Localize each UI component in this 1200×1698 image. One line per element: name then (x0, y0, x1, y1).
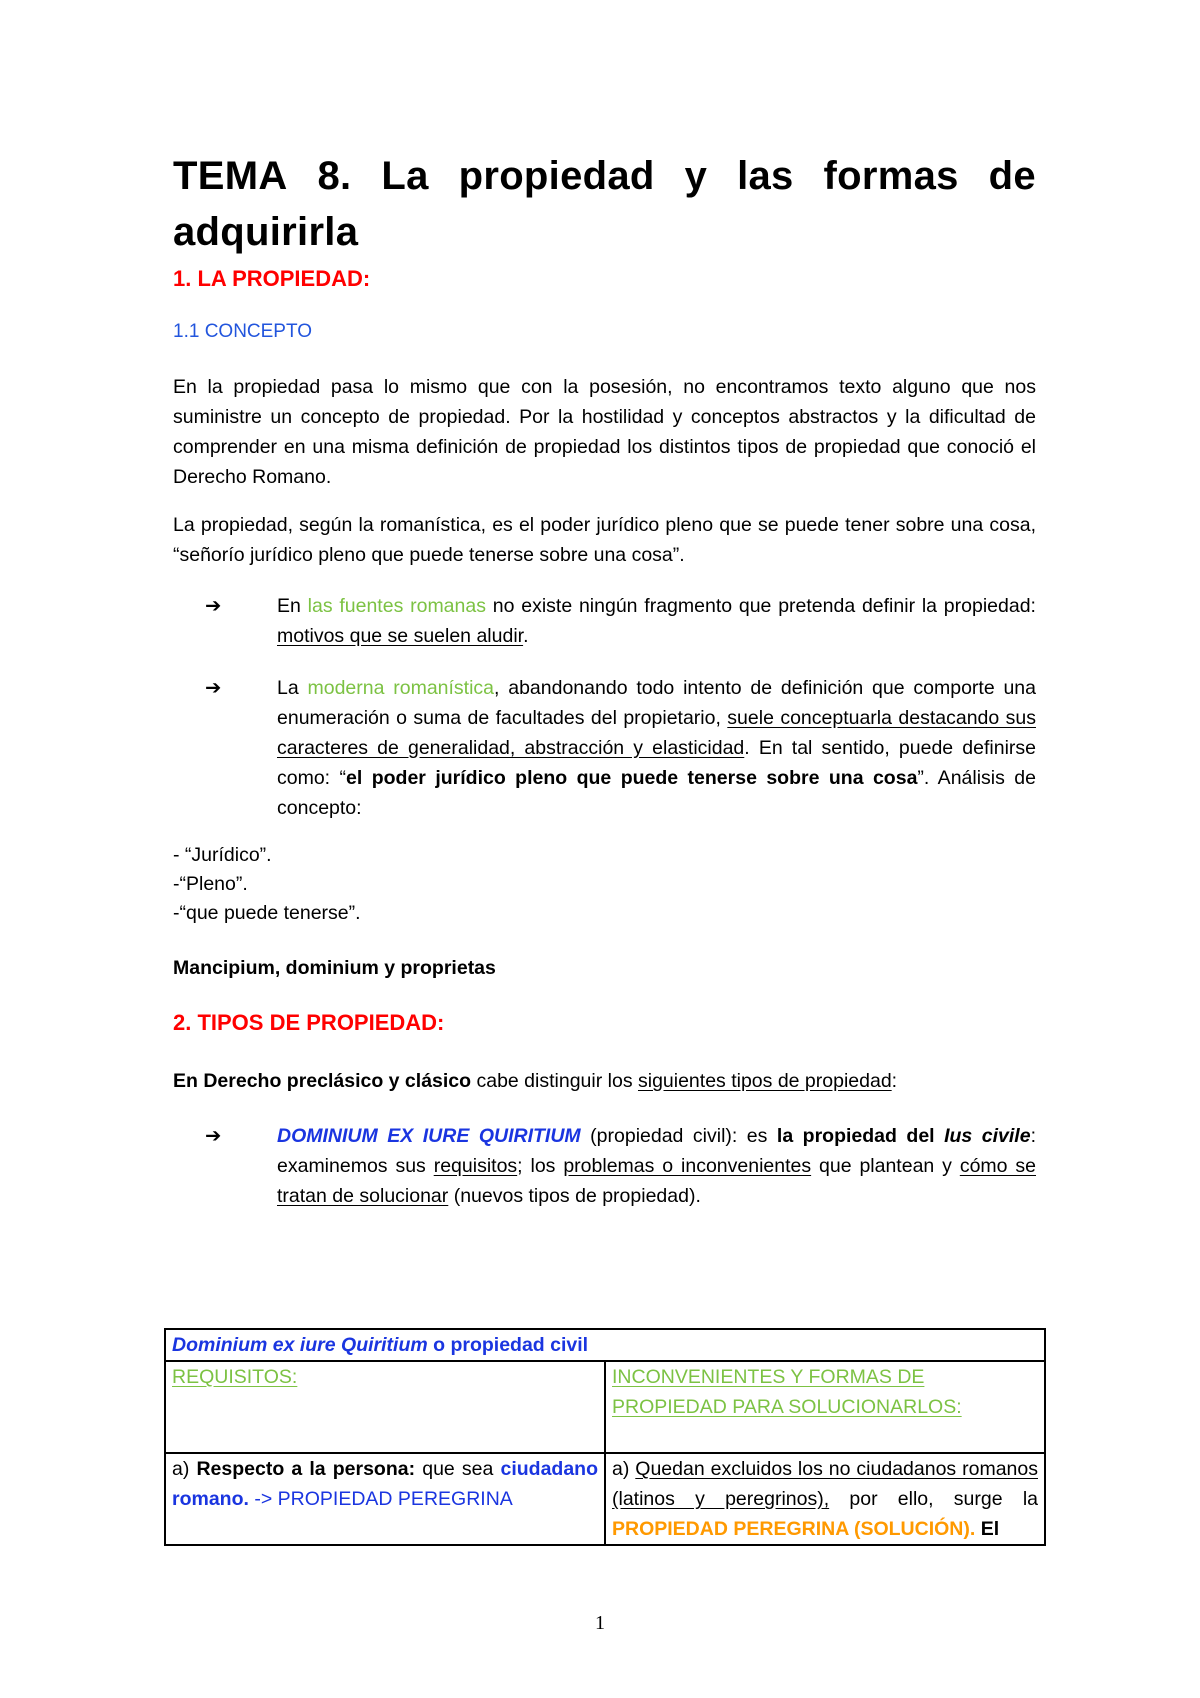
dominium-table (164, 1328, 1046, 1546)
bullet-fuentes-romanas (205, 591, 1036, 651)
highlight-blue: DOMINIUM EX IURE QUIRITIUM (277, 1125, 581, 1147)
bullet-text: En las fuentes romanas no existe ningún fragmento que pretenda definir la propiedad: motivos que se suelen aludir. (277, 595, 1036, 647)
cell-inconveniente-a: a) Quedan excluidos los no ciudadanos romanos (latinos y peregrinos), por ello, surge la PROPIEDAD PEREGRINA (SOLUCIÓN). El (605, 1453, 1045, 1545)
column-header-requisitos: REQUISITOS: (165, 1361, 605, 1453)
title-word: las (737, 154, 794, 198)
page-title (173, 148, 1036, 260)
bold-definition: el poder jurídico pleno que puede tenerse sobre una cosa (346, 767, 918, 789)
page-number: 1 (595, 1612, 605, 1634)
column-header-inconvenientes: INCONVENIENTES Y FORMAS DE PROPIEDAD PARA SOLUCIONARLOS: (605, 1361, 1045, 1453)
section-2-heading: 2. TIPOS DE PROPIEDAD: (173, 1010, 445, 1035)
title-word: 8. (317, 154, 352, 198)
underlined-text: suele conceptuarla destacando sus caracteres de generalidad, abstracción y elasticidad (277, 707, 1036, 759)
title-word: de (988, 154, 1036, 198)
page-content (172, 148, 1038, 1540)
paragraph-2: La propiedad, según la romanística, es el poder jurídico pleno que se puede tener sobre una cosa, “señorío jurídico pleno que puede tenerse sobre una cosa”. (173, 514, 1036, 566)
arrow-right-icon: ➔ (205, 1125, 222, 1147)
arrow-right-icon: ➔ (205, 677, 222, 699)
title-word: y (684, 154, 708, 198)
mancipium-heading: Mancipium, dominium y proprietas (173, 957, 496, 979)
dash-item-3: -“que puede tenerse”. (173, 902, 361, 924)
highlight-green: las fuentes romanas (307, 595, 486, 617)
title-word: propiedad (458, 154, 655, 198)
title-word: TEMA (173, 154, 288, 198)
table-header: Dominium ex iure Quiritium o propiedad civil (165, 1329, 1045, 1361)
section-1-1-subheading: 1.1 CONCEPTO (173, 321, 313, 342)
title-line-1 (173, 148, 1036, 204)
underlined-text: motivos que se suelen aludir (277, 625, 524, 647)
title-word: La (381, 154, 429, 198)
underlined-text: siguientes tipos de propiedad (637, 1070, 892, 1092)
bullet-text: La moderna romanística, abandonando todo intento de definición que comporte una enumeración o suma de facultades del propietario, suele conceptuarla destacando sus caracteres de generalidad, abstracción y elasticidad. En tal sentido, puede definirse como: “el poder jurídico pleno que puede tenerse sobre una cosa”. Análisis de concepto: (277, 677, 1036, 819)
bullet-moderna-romanistica (205, 673, 1036, 823)
title-line-2: adquirirla (173, 210, 359, 254)
bullet-text: DOMINIUM EX IURE QUIRITIUM (propiedad civil): es la propiedad del Ius civile: examinemos sus requisitos; los problemas o inconvenientes que plantean y cómo se tratan de solucionar (nuevos tipos de propiedad). (277, 1125, 1036, 1207)
dash-item-2: -“Pleno”. (173, 873, 248, 895)
highlight-green: moderna romanística (307, 677, 495, 699)
paragraph-3: En Derecho preclásico y clásico cabe distinguir los siguientes tipos de propiedad: (173, 1070, 898, 1092)
dash-item-1: - “Jurídico”. (173, 844, 272, 866)
bullet-dominium (205, 1121, 1036, 1211)
arrow-right-icon: ➔ (205, 595, 222, 617)
title-word: formas (823, 154, 959, 198)
section-1-heading: 1. LA PROPIEDAD: (173, 266, 371, 291)
paragraph-1: En la propiedad pasa lo mismo que con la posesión, no encontramos texto alguno que nos suministre un concepto de propiedad. Por la hostilidad y conceptos abstractos y la dificultad de comprender en una misma definición de propiedad los distintos tipos de propiedad que conoció el Derecho Romano. (173, 376, 1036, 488)
cell-requisito-a: a) Respecto a la persona: que sea ciudadano romano. -> PROPIEDAD PEREGRINA (165, 1453, 605, 1545)
